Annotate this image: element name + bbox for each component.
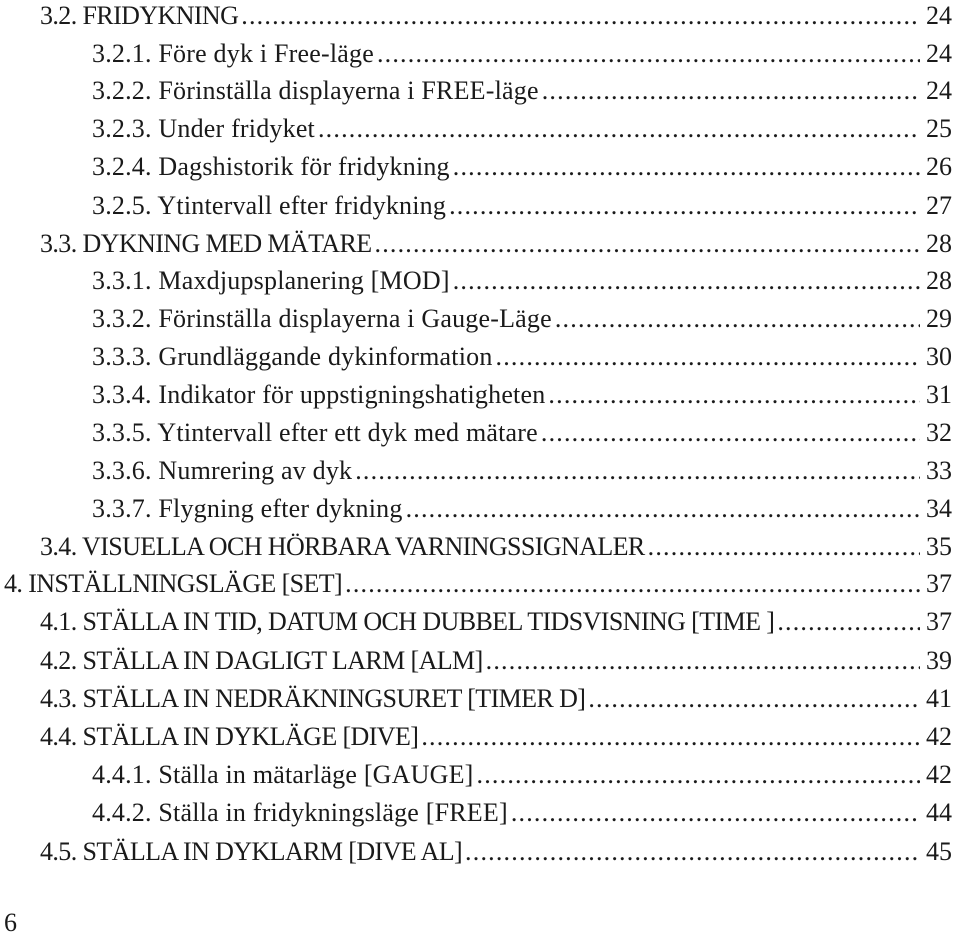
toc-leader-dots [375,229,921,259]
toc-entry[interactable] [92,266,952,296]
toc-entry-page: 24 [926,39,952,68]
toc-entry-label: 3.2.1. Före dyk i Free-läge [92,39,374,68]
toc-entry-page: 39 [926,646,952,675]
toc-entry-label: 3.4. VISUELLA OCH HÖRBARA VARNINGSSIGNALER [40,532,645,561]
toc-entry[interactable] [92,380,952,410]
toc-entry[interactable] [40,532,952,562]
toc-entry-label: 4.2. STÄLLA IN DAGLIGT LARM [ALM] [40,646,483,675]
toc-leader-dots [377,39,920,69]
toc-entry[interactable] [92,456,952,486]
toc-entry[interactable] [92,494,952,524]
toc-entry-label: 3.3.6. Numrering av dyk [92,456,353,485]
toc-entry[interactable] [40,607,952,637]
toc-entry-page: 33 [926,456,952,485]
toc-entry-page: 28 [926,229,952,258]
toc-entry-page: 37 [926,607,952,636]
toc-entry-page: 24 [926,1,952,30]
toc-entry-label: 3.3.5. Ytintervall efter ett dyk med mätare [92,418,538,447]
toc-entry-page: 25 [926,114,952,143]
toc-entry[interactable] [92,304,952,334]
toc-entry-page: 42 [926,722,952,751]
page-number: 6 [4,908,17,937]
toc-entry-page: 35 [926,532,952,561]
toc-leader-dots [486,646,920,676]
toc-entry-page: 30 [926,342,952,371]
toc-leader-dots [588,684,920,714]
toc-entry-page: 26 [926,152,952,181]
toc-entry-label: 3.3. DYKNING MED MÄTARE [40,229,372,258]
toc-entry-page: 31 [926,380,952,409]
toc-entry[interactable] [40,1,952,31]
toc-leader-dots [406,494,920,524]
toc-entry-label: 3.2.3. Under fridyket [92,114,315,143]
toc-leader-dots [542,76,920,106]
toc-leader-dots [355,456,920,486]
toc-leader-dots [345,569,920,599]
toc-entry-label: 3.3.7. Flygning efter dykning [92,494,403,523]
toc-entry-label: 4.4. STÄLLA IN DYKLÄGE [DIVE] [40,722,419,751]
toc-entry-label: 4.4.1. Ställa in mätarläge [GAUGE] [92,760,474,789]
toc-entry-label: 4.4.2. Ställa in fridykningsläge [FREE] [92,798,508,827]
toc-leader-dots [449,191,920,221]
toc-entry[interactable] [40,646,952,676]
toc-entry[interactable] [4,569,952,599]
toc-entry-label: 3.3.3. Grundläggande dykinformation [92,342,493,371]
toc-leader-dots [496,342,920,372]
toc-entry[interactable] [92,152,952,182]
toc-entry-label: 3.3.2. Förinställa displayerna i Gauge-Läge [92,304,552,333]
toc-entry-label: 3.2.4. Dagshistorik för fridykning [92,152,450,181]
toc-entry-label: 3.2. FRIDYKNING [40,1,239,30]
toc-entry[interactable] [92,342,952,372]
toc-entry-page: 24 [926,76,952,105]
toc-entry-page: 37 [926,569,952,598]
toc-entry[interactable] [40,722,952,752]
toc-entry[interactable] [92,191,952,221]
toc-entry-label: 3.3.1. Maxdjupsplanering [MOD] [92,266,450,295]
toc-leader-dots [648,532,920,562]
toc-entry[interactable] [92,39,952,69]
toc-entry-label: 4.1. STÄLLA IN TID, DATUM OCH DUBBEL TIDSVISNING [TIME ] [40,607,775,636]
toc-leader-dots [555,304,920,334]
toc-entry-label: 4. INSTÄLLNINGSLÄGE [SET] [4,569,343,598]
toc-leader-dots [777,607,920,637]
toc-entry-page: 29 [926,304,952,333]
toc-entry-label: 3.3.4. Indikator för uppstigningshatigheten [92,380,546,409]
toc-entry-page: 42 [926,760,952,789]
toc-entry[interactable] [92,76,952,106]
toc-entry[interactable] [92,798,952,828]
toc-leader-dots [541,418,920,448]
toc-entry-page: 32 [926,418,952,447]
toc-leader-dots [318,114,920,144]
toc-entry-page: 28 [926,266,952,295]
toc-entry[interactable] [92,114,952,144]
toc-entry-page: 45 [926,837,952,866]
toc-entry-label: 4.5. STÄLLA IN DYKLARM [DIVE AL] [40,837,463,866]
toc-entry-label: 3.2.5. Ytintervall efter fridykning [92,191,447,220]
toc-leader-dots [241,1,920,31]
toc-leader-dots [453,152,920,182]
toc-entry-page: 44 [926,798,952,827]
toc-entry[interactable] [92,760,952,790]
toc-leader-dots [465,837,920,867]
toc-entry-page: 41 [926,684,952,713]
toc-entry-label: 4.3. STÄLLA IN NEDRÄKNINGSURET [TIMER D] [40,684,586,713]
toc-leader-dots [421,722,920,752]
toc-leader-dots [548,380,920,410]
toc-entry[interactable] [40,684,952,714]
toc-entry-page: 34 [926,494,952,523]
toc-entry[interactable] [92,418,952,448]
toc-entry[interactable] [40,837,952,867]
toc-leader-dots [511,798,920,828]
toc-entry-label: 3.2.2. Förinställa displayerna i FREE-läge [92,76,539,105]
toc-leader-dots [453,266,920,296]
toc-entry-page: 27 [926,191,952,220]
toc-entry[interactable] [40,229,952,259]
toc-leader-dots [477,760,920,790]
